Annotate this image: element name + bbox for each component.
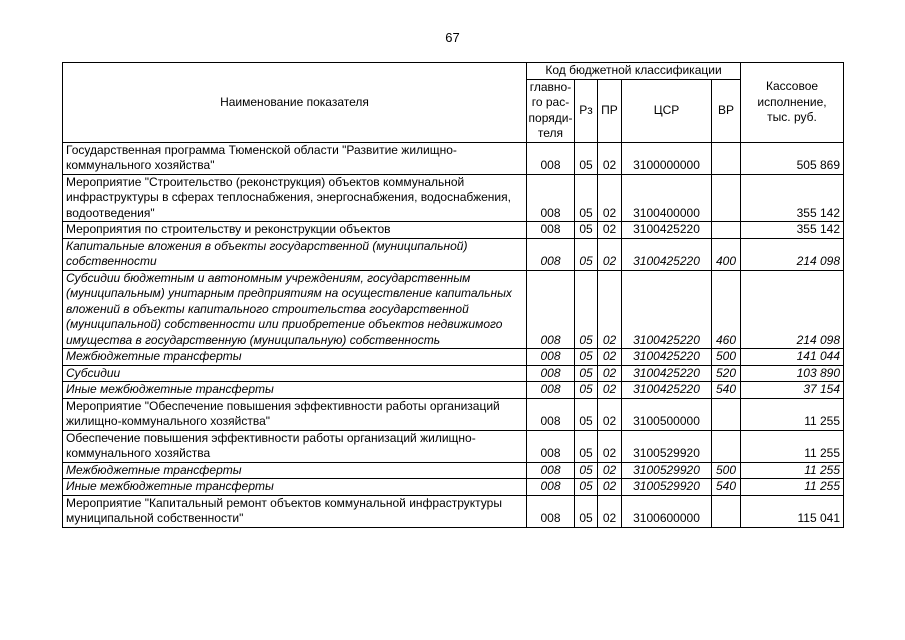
- row-vr: [712, 142, 741, 174]
- row-rz: 05: [575, 495, 598, 527]
- header-code-group: Код бюджетной классификации: [527, 63, 741, 80]
- row-amount: 11 255: [741, 462, 844, 479]
- row-name: Межбюджетные трансферты: [63, 349, 527, 366]
- row-csr: 3100425220: [622, 365, 712, 382]
- row-csr: 3100529920: [622, 479, 712, 496]
- row-pr: 02: [598, 142, 622, 174]
- table-row: [63, 349, 844, 366]
- row-pr: 02: [598, 349, 622, 366]
- header-vr: ВР: [712, 79, 741, 142]
- row-vr: 540: [712, 382, 741, 399]
- row-vr: [712, 222, 741, 239]
- row-amount: 355 142: [741, 174, 844, 222]
- header-csr: ЦСР: [622, 79, 712, 142]
- row-vr: 460: [712, 270, 741, 349]
- row-grbs: 008: [527, 270, 575, 349]
- row-rz: 05: [575, 462, 598, 479]
- row-amount: 103 890: [741, 365, 844, 382]
- row-csr: 3100500000: [622, 398, 712, 430]
- row-grbs: 008: [527, 174, 575, 222]
- row-vr: 520: [712, 365, 741, 382]
- row-csr: 3100600000: [622, 495, 712, 527]
- row-vr: [712, 495, 741, 527]
- row-name: Иные межбюджетные трансферты: [63, 382, 527, 399]
- table-row: [63, 365, 844, 382]
- row-amount: 355 142: [741, 222, 844, 239]
- row-pr: 02: [598, 365, 622, 382]
- page-number: 67: [445, 30, 460, 45]
- row-rz: 05: [575, 142, 598, 174]
- table-row: [63, 270, 844, 349]
- row-rz: 05: [575, 365, 598, 382]
- row-name: Субсидии бюджетным и автономным учреждениям, государственным (муниципальным) унитарным предприятиям на осуществление капитальных вложений в объекты капитального строительства государственной (муниципальной) собственности или приобретение объектов недвижимого имущества в государственную (муниципальную) собственность: [63, 270, 527, 349]
- row-name: Обеспечение повышения эффективности работы организаций жилищно-коммунального хозяйства: [63, 430, 527, 462]
- row-name: Мероприятия по строительству и реконструкции объектов: [63, 222, 527, 239]
- row-pr: 02: [598, 222, 622, 239]
- header-pr: ПР: [598, 79, 622, 142]
- table-row: [63, 174, 844, 222]
- row-csr: 3100529920: [622, 462, 712, 479]
- row-csr: 3100529920: [622, 430, 712, 462]
- header-grbs: главно-го рас-поряди-теля: [527, 79, 575, 142]
- row-pr: 02: [598, 495, 622, 527]
- table-row: [63, 398, 844, 430]
- row-pr: 02: [598, 479, 622, 496]
- row-vr: [712, 398, 741, 430]
- row-amount: 214 098: [741, 270, 844, 349]
- row-rz: 05: [575, 174, 598, 222]
- row-name: Иные межбюджетные трансферты: [63, 479, 527, 496]
- row-pr: 02: [598, 174, 622, 222]
- table-row: [63, 382, 844, 399]
- row-grbs: 008: [527, 398, 575, 430]
- row-vr: 400: [712, 238, 741, 270]
- row-vr: [712, 430, 741, 462]
- row-vr: 540: [712, 479, 741, 496]
- budget-table: [62, 62, 844, 528]
- row-grbs: 008: [527, 349, 575, 366]
- table-row: [63, 222, 844, 239]
- row-rz: 05: [575, 382, 598, 399]
- row-amount: 214 098: [741, 238, 844, 270]
- row-pr: 02: [598, 462, 622, 479]
- row-rz: 05: [575, 430, 598, 462]
- row-rz: 05: [575, 222, 598, 239]
- row-name: Мероприятие "Капитальный ремонт объектов коммунальной инфраструктуры муниципальной собственности": [63, 495, 527, 527]
- row-rz: 05: [575, 270, 598, 349]
- row-csr: 3100425220: [622, 349, 712, 366]
- row-rz: 05: [575, 398, 598, 430]
- row-grbs: 008: [527, 142, 575, 174]
- row-csr: 3100425220: [622, 382, 712, 399]
- row-grbs: 008: [527, 382, 575, 399]
- row-csr: 3100425220: [622, 270, 712, 349]
- row-name: Межбюджетные трансферты: [63, 462, 527, 479]
- table-row: [63, 462, 844, 479]
- row-csr: 3100425220: [622, 238, 712, 270]
- table-row: [63, 430, 844, 462]
- table-row: [63, 142, 844, 174]
- row-csr: 3100400000: [622, 174, 712, 222]
- row-vr: [712, 174, 741, 222]
- row-amount: 11 255: [741, 479, 844, 496]
- table-row: [63, 495, 844, 527]
- row-grbs: 008: [527, 495, 575, 527]
- header-amount: Кассовое исполнение, тыс. руб.: [741, 63, 844, 143]
- row-amount: 505 869: [741, 142, 844, 174]
- table-row: [63, 479, 844, 496]
- row-pr: 02: [598, 270, 622, 349]
- row-pr: 02: [598, 238, 622, 270]
- header-name: Наименование показателя: [63, 63, 527, 143]
- row-amount: 11 255: [741, 398, 844, 430]
- row-amount: 37 154: [741, 382, 844, 399]
- row-amount: 141 044: [741, 349, 844, 366]
- row-csr: 3100425220: [622, 222, 712, 239]
- row-name: Государственная программа Тюменской области "Развитие жилищно-коммунального хозяйства": [63, 142, 527, 174]
- row-name: Мероприятие "Строительство (реконструкция) объектов коммунальной инфраструктуры в сферах теплоснабжения, энергоснабжения, водоснабжения, водоотведения": [63, 174, 527, 222]
- row-rz: 05: [575, 479, 598, 496]
- row-grbs: 008: [527, 479, 575, 496]
- row-amount: 11 255: [741, 430, 844, 462]
- row-grbs: 008: [527, 462, 575, 479]
- row-pr: 02: [598, 398, 622, 430]
- row-rz: 05: [575, 349, 598, 366]
- row-rz: 05: [575, 238, 598, 270]
- row-amount: 115 041: [741, 495, 844, 527]
- row-vr: 500: [712, 349, 741, 366]
- row-grbs: 008: [527, 238, 575, 270]
- row-name: Капитальные вложения в объекты государственной (муниципальной) собственности: [63, 238, 527, 270]
- row-name: Мероприятие "Обеспечение повышения эффективности работы организаций жилищно-коммунального хозяйства": [63, 398, 527, 430]
- row-pr: 02: [598, 382, 622, 399]
- row-grbs: 008: [527, 430, 575, 462]
- row-vr: 500: [712, 462, 741, 479]
- row-grbs: 008: [527, 365, 575, 382]
- table-row: [63, 238, 844, 270]
- row-pr: 02: [598, 430, 622, 462]
- row-grbs: 008: [527, 222, 575, 239]
- header-rz: Рз: [575, 79, 598, 142]
- row-csr: 3100000000: [622, 142, 712, 174]
- row-name: Субсидии: [63, 365, 527, 382]
